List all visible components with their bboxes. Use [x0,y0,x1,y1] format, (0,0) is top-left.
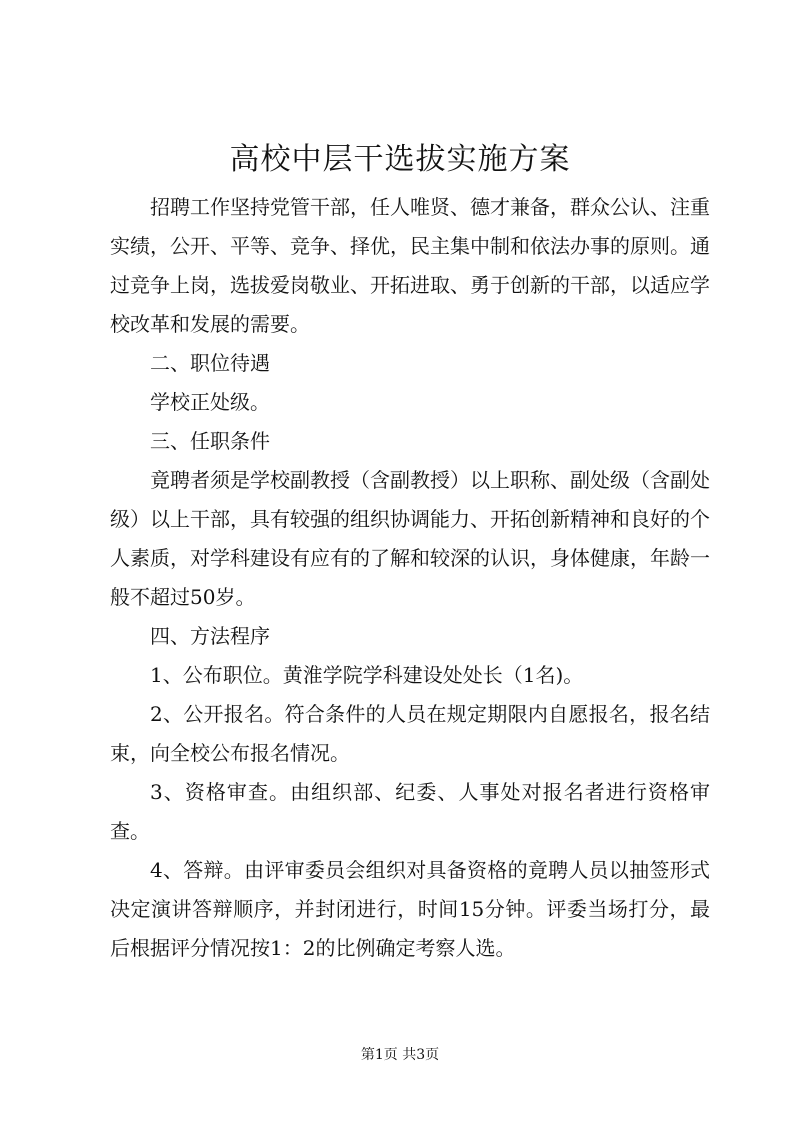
procedure-step-3: 3、资格审查。由组织部、纪委、人事处对报名者进行资格审查。 [110,780,710,843]
page-footer: 第1页 共3页 [360,1047,440,1063]
procedure-step-4: 4、答辩。由评审委员会组织对具备资格的竟聘人员以抽签形式决定演讲答辩顺序，并封闭进行，时间15分钟。评委当场打分，最后根据评分情况按1：2的比例确定考察人选。 [110,858,710,960]
paragraph-requirements: 竟聘者须是学校副教授（含副教授）以上职称、副处级（含副处级）以上干部，具有较强的组织协调能力、开拓创新精神和良好的个人素质，对学科建设有应有的了解和较深的认识，身体健康，年龄一般不超过50岁。 [110,468,710,609]
section-heading-requirements: 三、任职条件 [150,429,270,453]
section-heading-position: 二、职位待遇 [150,351,270,375]
document-body [110,188,710,968]
section-heading-procedure: 四、方法程序 [150,624,270,648]
paragraph-intro: 招聘工作坚持党管干部，任人唯贤、德才兼备，群众公认、注重实绩，公开、平等、竞争、择优，民主集中制和依法办事的原则。通过竞争上岗，选拔爱岗敬业、开拓进取、勇于创新的干部，以适应学校改革和发展的需要。 [110,195,710,336]
document-title: 高校中层干选拔实施方案 [229,142,571,177]
procedure-step-2: 2、公开报名。符合条件的人员在规定期限内自愿报名，报名结束，向全校公布报名情况。 [110,702,710,765]
procedure-step-1: 1、公布职位。黄淮学院学科建设处处长（1名)。 [150,663,584,687]
paragraph-position: 学校正处级。 [150,390,270,414]
